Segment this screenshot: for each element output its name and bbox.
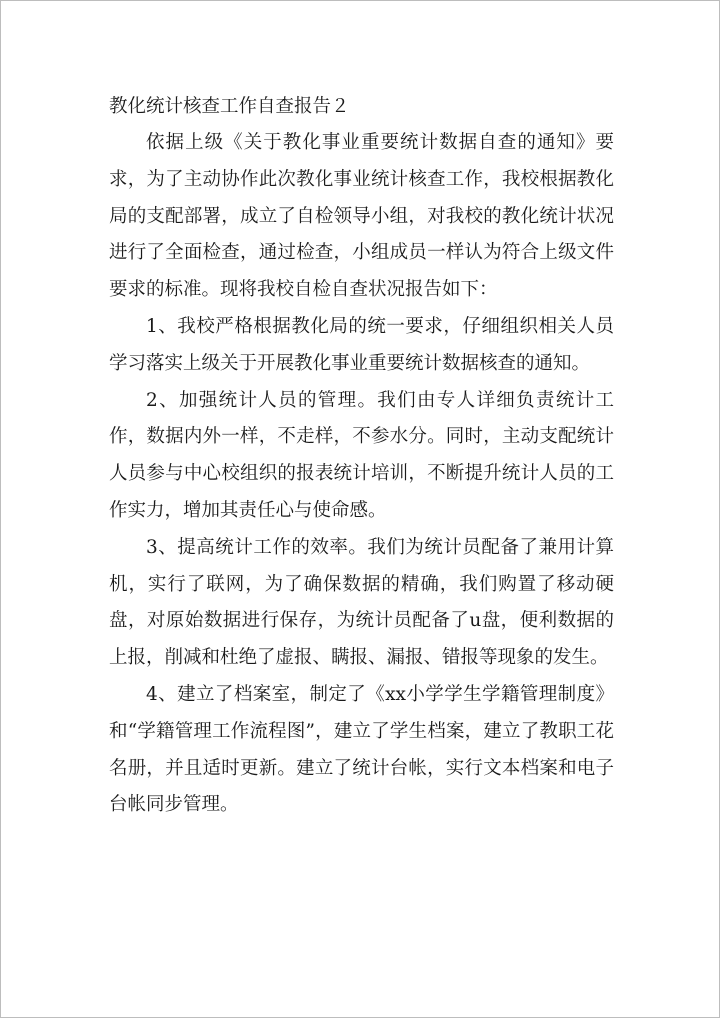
paragraph-item-4: 4、建立了档案室，制定了《xx小学学生学籍管理制度》和“学籍管理工作流程图”，建立了学生档案，建立了教职工花名册，并且适时更新。建立了统计台帐，实行文本档案和电子台帐同步管理。	[109, 683, 614, 816]
paragraph-item-1: 1、我校严格根据教化局的统一要求，仔细组织相关人员学习落实上级关于开展教化事业重要统计数据核查的通知。	[109, 315, 614, 374]
paragraph-item-2: 2、加强统计人员的管理。我们由专人详细负责统计工作，数据内外一样，不走样，不参水分。同时，主动支配统计人员参与中心校组织的报表统计培训，不断提升统计人员的工作实力，增加其责任心与使命感。	[109, 389, 614, 521]
paragraph-intro: 依据上级《关于教化事业重要统计数据自查的通知》要求，为了主动协作此次教化事业统计核查工作，我校根据教化局的支配部署，成立了自检领导小组，对我校的教化统计状况进行了全面检查，通过检查，小组成员一样认为符合上级文件要求的标准。现将我校自检自查状况报告如下：	[109, 132, 614, 301]
document-body	[109, 88, 614, 824]
document-title: 教化统计核查工作自查报告２	[109, 96, 350, 117]
paragraph-item-3: 3、提高统计工作的效率。我们为统计员配备了兼用计算机，实行了联网，为了确保数据的精确，我们购置了移动硬盘，对原始数据进行保存，为统计员配备了u盘，便利数据的上报，削减和杜绝了虚报、瞒报、漏报、错报等现象的发生。	[109, 536, 614, 669]
